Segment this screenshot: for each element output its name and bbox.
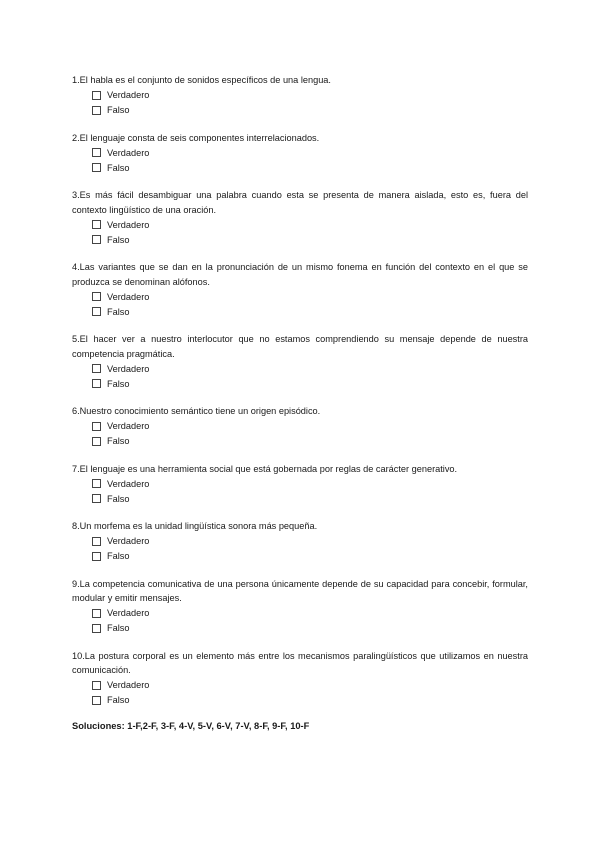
question-text: 4.Las variantes que se dan en la pronunciación de un mismo fonema en función del contexto en el que se produzca se denominan alófonos. [72,262,528,287]
question-5 [72,332,528,391]
option-falso[interactable] [72,491,528,506]
question-7 [72,462,528,507]
option-label: Verdadero [107,680,150,690]
option-verdadero[interactable] [72,145,528,160]
option-label: Verdadero [107,536,150,546]
option-verdadero[interactable] [72,476,528,491]
option-label: Falso [107,162,130,173]
option-label: Verdadero [107,90,150,100]
question-8 [72,519,528,564]
option-falso[interactable] [72,621,528,636]
checkbox[interactable] [92,494,101,503]
option-label: Falso [107,695,130,705]
option-label: Falso [107,234,130,245]
option-label: Falso [107,436,130,446]
checkbox[interactable] [92,624,101,633]
option-label: Verdadero [107,608,150,618]
checkbox[interactable] [92,292,101,301]
checkbox[interactable] [92,537,101,546]
option-label: Falso [107,551,130,561]
question-text: 9.La competencia comunicativa de una persona únicamente depende de su capacidad para concebir, formular, modular y emitir mensajes. [72,578,528,603]
question-3 [72,188,528,247]
checkbox[interactable] [92,609,101,618]
option-falso[interactable] [72,549,528,564]
checkbox[interactable] [92,479,101,488]
question-text: 7.El lenguaje es una herramienta social que está gobernada por reglas de carácter generativo. [72,463,458,474]
option-verdadero[interactable] [72,678,528,693]
option-label: Verdadero [107,421,150,431]
question-text: 8.Un morfema es la unidad lingüística sonora más pequeña. [72,521,318,531]
option-label: Verdadero [107,147,150,158]
option-falso[interactable] [72,693,528,708]
question-9 [72,577,528,636]
option-falso[interactable] [72,160,528,175]
checkbox[interactable] [92,437,101,446]
solutions-line: Soluciones: 1-F,2-F, 3-F, 4-V, 5-V, 6-V, 7-V, 8-F, 9-F, 10-F [72,720,310,731]
question-text: 6.Nuestro conocimiento semántico tiene un origen episódico. [72,406,321,416]
checkbox[interactable] [92,307,101,316]
option-falso[interactable] [72,232,528,247]
option-verdadero[interactable] [72,361,528,376]
checkbox[interactable] [92,552,101,561]
question-4 [72,260,528,319]
question-text: 3.Es más fácil desambiguar una palabra cuando esta se presenta de manera aislada, esto es, fuera del contexto lingüístico de una oración. [72,190,528,215]
option-label: Falso [107,105,130,115]
question-text: 5.El hacer ver a nuestro interlocutor que no estamos comprendiendo su mensaje depende de nuestra competencia pragmática. [72,334,528,359]
option-label: Verdadero [107,219,150,230]
checkbox[interactable] [92,220,101,229]
question-text: 10.La postura corporal es un elemento más entre los mecanismos paralingüísticos que utilizamos en nuestra comunicación. [72,650,528,675]
question-list [72,73,528,708]
option-verdadero[interactable] [72,419,528,434]
question-6 [72,404,528,449]
option-verdadero[interactable] [72,534,528,549]
question-1 [72,73,528,118]
option-falso[interactable] [72,304,528,319]
checkbox[interactable] [92,681,101,690]
checkbox[interactable] [92,163,101,172]
option-falso[interactable] [72,434,528,449]
checkbox[interactable] [92,106,101,115]
option-falso[interactable] [72,103,528,118]
option-label: Verdadero [107,478,150,489]
option-falso[interactable] [72,376,528,391]
option-label: Falso [107,306,130,317]
option-verdadero[interactable] [72,289,528,304]
checkbox[interactable] [92,364,101,373]
option-label: Verdadero [107,291,150,302]
option-label: Verdadero [107,363,150,374]
option-verdadero[interactable] [72,606,528,621]
checkbox[interactable] [92,235,101,244]
checkbox[interactable] [92,91,101,100]
option-label: Falso [107,493,130,504]
option-verdadero[interactable] [72,217,528,232]
option-label: Falso [107,378,130,389]
question-10 [72,649,528,708]
option-verdadero[interactable] [72,88,528,103]
checkbox[interactable] [92,422,101,431]
question-text: 2.El lenguaje consta de seis componentes interrelacionados. [72,132,320,143]
checkbox[interactable] [92,148,101,157]
checkbox[interactable] [92,379,101,388]
question-text: 1.El habla es el conjunto de sonidos específicos de una lengua. [72,75,331,85]
option-label: Falso [107,623,130,633]
question-2 [72,131,528,176]
checkbox[interactable] [92,696,101,705]
